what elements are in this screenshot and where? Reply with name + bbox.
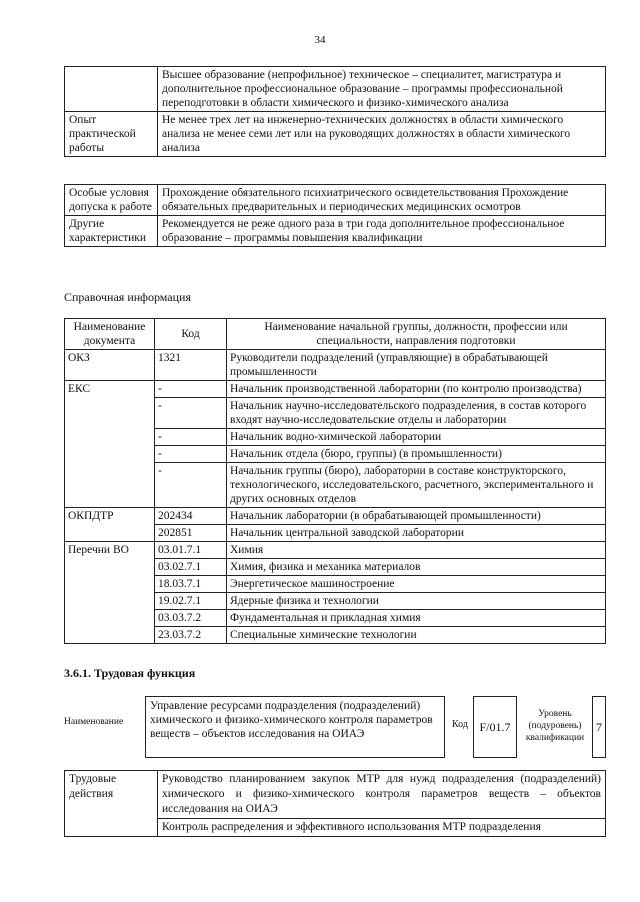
function-name-value: Управление ресурсами подразделения (подразделений) химического и физико-химического контроля параметров веществ – объектов исследования на ОИАЭ — [145, 696, 445, 758]
table-value-cell: Не менее трех лет на инженерно-технических должностях в области химического анализа не менее семи лет или на руководящих должностях в области химического анализа — [158, 112, 606, 157]
code-cell: 202434 — [155, 508, 227, 525]
column-header-code: Код — [155, 319, 227, 350]
name-cell: Начальник научно-исследовательского подразделения, в состав которого входят научно-исследовательские отделы и лаборатории — [227, 398, 606, 429]
table-row — [65, 350, 606, 381]
code-cell: 19.02.7.1 — [155, 593, 227, 610]
reference-heading: Справочная информация — [64, 290, 191, 304]
table-value-cell: Рекомендуется не реже одного раза в три года дополнительное профессиональное образование – программы повышения квалификации — [158, 216, 606, 247]
table-row — [65, 508, 606, 525]
table-row — [65, 542, 606, 559]
code-cell: 18.03.7.1 — [155, 576, 227, 593]
table-value-cell: Высшее образование (непрофильное) техническое – специалитет, магистратура и дополнительное профессиональное образование – программы профессиональной переподготовки в области химического и физико-химического анализа — [158, 67, 606, 112]
qualification-level-value: 7 — [592, 696, 606, 758]
labor-actions-table — [64, 770, 606, 837]
code-cell: 03.03.7.2 — [155, 610, 227, 627]
name-cell: Начальник производственной лаборатории (по контролю производства) — [227, 381, 606, 398]
table-label-cell — [65, 67, 158, 112]
column-header-name: Наименование начальной группы, должности, профессии или специальности, направления подготовки — [227, 319, 606, 350]
code-cell: 202851 — [155, 525, 227, 542]
table-row — [65, 216, 606, 247]
name-cell: Начальник центральной заводской лаборатории — [227, 525, 606, 542]
table-value-cell: Прохождение обязательного психиатрического освидетельствования Прохождение обязательных предварительных и периодических медицинских осмотров — [158, 185, 606, 216]
doc-cell: ЕКС — [65, 381, 155, 508]
table-row — [65, 381, 606, 398]
doc-cell: Перечни ВО — [65, 542, 155, 644]
name-cell: Руководители подразделений (управляющие) в обрабатывающей промышленности — [227, 350, 606, 381]
doc-cell: ОКПДТР — [65, 508, 155, 542]
name-cell: Начальник лаборатории (в обрабатывающей промышленности) — [227, 508, 606, 525]
labor-action-item: Руководство планированием закупок МТР для нужд подразделения (подразделений) химического и физико-химического контроля параметров веществ – объектов исследования на ОИАЭ — [158, 771, 606, 819]
name-cell: Химия — [227, 542, 606, 559]
function-code-value: F/01.7 — [473, 696, 517, 758]
qualification-level-label: Уровень (подуровень) квалификации — [525, 709, 585, 743]
name-cell: Ядерные физика и технологии — [227, 593, 606, 610]
function-name-label: Наименование — [64, 717, 124, 727]
table-row — [65, 185, 606, 216]
name-cell: Фундаментальная и прикладная химия — [227, 610, 606, 627]
name-cell: Специальные химические технологии — [227, 627, 606, 644]
table-row — [65, 771, 606, 819]
reference-table — [64, 318, 606, 644]
code-cell: 1321 — [155, 350, 227, 381]
code-cell: 03.02.7.1 — [155, 559, 227, 576]
code-cell: - — [155, 446, 227, 463]
page-number: 34 — [314, 34, 326, 46]
section-title: 3.6.1. Трудовая функция — [64, 666, 196, 680]
code-cell: - — [155, 463, 227, 508]
table-label-cell: Особые условия допуска к работе — [65, 185, 158, 216]
doc-cell: ОКЗ — [65, 350, 155, 381]
column-header-doc: Наименование документа — [65, 319, 155, 350]
education-experience-table — [64, 66, 606, 157]
name-cell: Начальник водно-химической лаборатории — [227, 429, 606, 446]
table-row — [65, 112, 606, 157]
code-cell: - — [155, 429, 227, 446]
code-cell: 23.03.7.2 — [155, 627, 227, 644]
function-code-label: Код — [452, 719, 468, 730]
table-label-cell: Опыт практической работы — [65, 112, 158, 157]
table-label-cell: Другие характеристики — [65, 216, 158, 247]
labor-action-item: Контроль распределения и эффективного использования МТР подразделения — [158, 819, 606, 837]
admission-conditions-table — [64, 184, 606, 247]
table-header-row — [65, 319, 606, 350]
table-row — [65, 67, 606, 112]
labor-actions-label: Трудовые действия — [65, 771, 158, 837]
code-cell: 03.01.7.1 — [155, 542, 227, 559]
name-cell: Энергетическое машиностроение — [227, 576, 606, 593]
name-cell: Начальник отдела (бюро, группы) (в промышленности) — [227, 446, 606, 463]
code-cell: - — [155, 381, 227, 398]
code-cell: - — [155, 398, 227, 429]
name-cell: Начальник группы (бюро), лаборатории в составе конструкторского, технологического, исследовательского, расчетного, экспериментального и других основных отделов — [227, 463, 606, 508]
name-cell: Химия, физика и механика материалов — [227, 559, 606, 576]
